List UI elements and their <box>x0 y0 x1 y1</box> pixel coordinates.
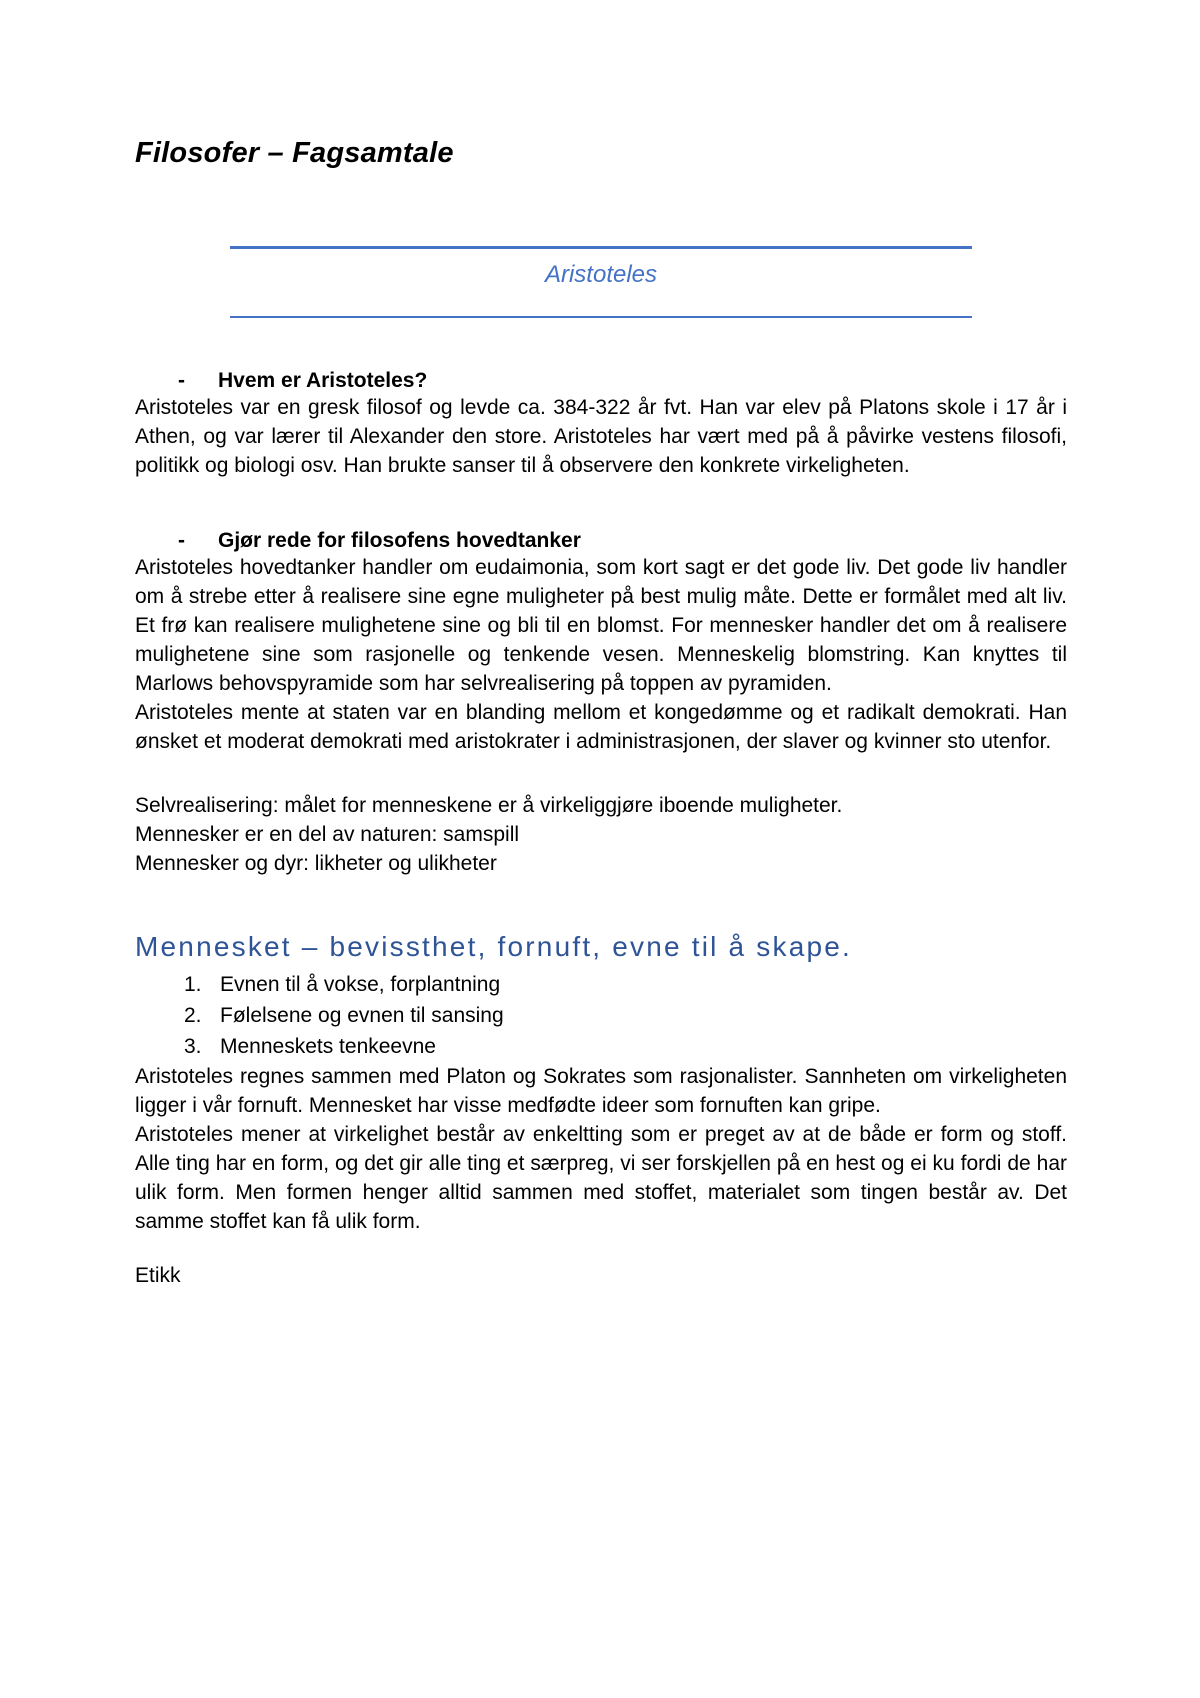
list-item-text: Menneskets tenkeevne <box>220 1035 436 1059</box>
paragraph-who-is-aristotle: Aristoteles var en gresk filosof og levde ca. 384-322 år fvt. Han var elev på Platons skole i 17 år i Athen, og var lærer til Alexander den store. Aristoteles har vært med på å påvirke vestens filosofi, politikk og biologi osv. Han brukte sanser til å observere den konkrete virkeligheten. <box>135 396 1067 478</box>
list-marker: 2. <box>184 1004 202 1028</box>
question-label: Hvem er Aristoteles? <box>218 369 428 393</box>
numbered-list <box>135 969 1067 1062</box>
paragraph-form-and-stuff: Aristoteles mener at virkelighet består av enkeltting som er preget av at de både er form og stoff. Alle ting har en form, og det gir alle ting et særpreg, vi ser forskjellen på en hest og ei ku fordi de har ulik form. Men formen henger alltid sammen med stoffet, materialet som tingen består av. Det samme stoffet kan få ulik form. <box>135 1123 1067 1234</box>
note-line: Mennesker og dyr: likheter og ulikheter <box>135 852 497 876</box>
section-heading-mennesket: Mennesket – bevissthet, fornuft, evne til å skape. <box>135 931 853 963</box>
note-line: Mennesker er en del av naturen: samspill <box>135 823 520 847</box>
subtitle-banner <box>230 246 972 318</box>
list-item <box>135 1000 1067 1031</box>
paragraph-rationalists: Aristoteles regnes sammen med Platon og Sokrates som rasjonalister. Sannheten om virkeligheten ligger i vår fornuft. Mennesket har visse medfødte ideer som fornuften kan gripe. <box>135 1065 1067 1118</box>
dash-bullet: - <box>178 369 185 393</box>
list-item <box>135 969 1067 1000</box>
page-title: Filosofer – Fagsamtale <box>135 137 454 169</box>
subtitle: Aristoteles <box>544 261 658 289</box>
list-item-text: Følelsene og evnen til sansing <box>220 1004 504 1028</box>
note-line: Selvrealisering: målet for menneskene er å virkeliggjøre iboende muligheter. <box>135 794 843 818</box>
list-item-text: Evnen til å vokse, forplantning <box>220 973 501 997</box>
notes-block <box>135 791 1067 878</box>
question-label: Gjør rede for filosofens hovedtanker <box>218 529 581 553</box>
paragraph-eudaimonia: Aristoteles hovedtanker handler om eudaimonia, som kort sagt er det gode liv. Det gode liv handler om å strebe etter å realisere sine egne muligheter på best mulig måte. Dette er formålet med alt liv. Et frø kan realisere mulighetene sine og bli til en blomst. For mennesker handler det om å realisere mulighetene sine som rasjonelle og tenkende vesen. Menneskelig blomstring. Kan knyttes til Marlows behovspyramide som har selvrealisering på toppen av pyramiden. <box>135 556 1067 696</box>
paragraph-state: Aristoteles mente at staten var en blanding mellom et kongedømme og et radikalt demokrati. Han ønsket et moderat demokrati med aristokrater i administrasjonen, der slaver og kvinner sto utenfor. <box>135 701 1067 754</box>
list-marker: 3. <box>184 1035 202 1059</box>
list-marker: 1. <box>184 973 202 997</box>
question-item-2 <box>135 528 1067 553</box>
dash-bullet: - <box>178 529 185 553</box>
paragraph-etikk: Etikk <box>135 1264 181 1288</box>
question-item-1 <box>135 368 1067 393</box>
list-item <box>135 1031 1067 1062</box>
